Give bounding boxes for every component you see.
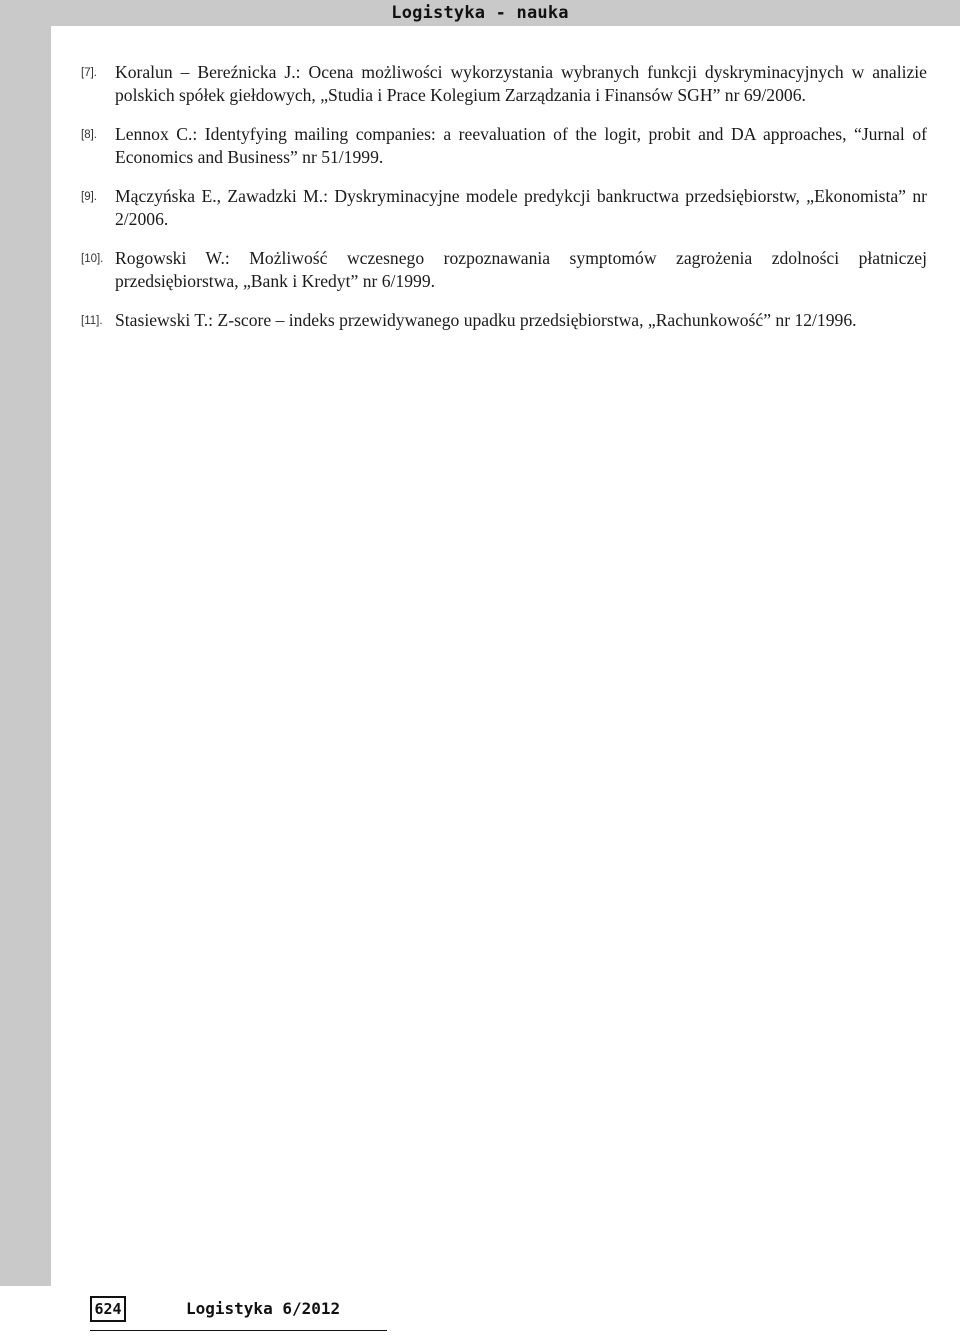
page-content [51, 26, 960, 1286]
reference-item [81, 123, 927, 169]
reference-item [81, 61, 927, 107]
reference-item [81, 247, 927, 293]
reference-text: Stasiewski T.: Z-score – indeks przewidywanego upadku przedsiębiorstwa, „Rachunkowość” nr 12/1996. [115, 310, 857, 330]
reference-number: [9]. [81, 191, 97, 203]
reference-text: Lennox C.: Identyfying mailing companies: a reevaluation of the logit, probit and DA approaches, “Jurnal of Economics and Business” nr 51/1999. [115, 124, 927, 167]
reference-text: Rogowski W.: Możliwość wczesnego rozpoznawania symptomów zagrożenia zdolności płatniczej przedsiębiorstwa, „Bank i Kredyt” nr 6/1999. [115, 248, 927, 291]
reference-item [81, 185, 927, 231]
reference-number: [11]. [81, 315, 103, 327]
footer-divider [90, 1330, 387, 1331]
page-number: 624 [90, 1296, 126, 1322]
reference-item [81, 309, 927, 332]
page-footer [0, 1286, 960, 1340]
reference-text: Mączyńska E., Zawadzki M.: Dyskryminacyjne modele predykcji bankructwa przedsiębiorstw, „Ekonomista” nr 2/2006. [115, 186, 927, 229]
journal-name: Logistyka 6/2012 [186, 1299, 341, 1318]
reference-number: [8]. [81, 129, 97, 141]
reference-number: [10]. [81, 253, 104, 265]
reference-text: Koralun – Bereźnicka J.: Ocena możliwości wykorzystania wybranych funkcji dyskryminacyjnych w analizie polskich spółek giełdowych, „Studia i Prace Kolegium Zarządzania i Finansów SGH” nr 69/2006. [115, 62, 927, 105]
running-header: Logistyka - nauka [391, 3, 569, 23]
reference-list [81, 61, 927, 348]
reference-number: [7]. [81, 67, 97, 79]
